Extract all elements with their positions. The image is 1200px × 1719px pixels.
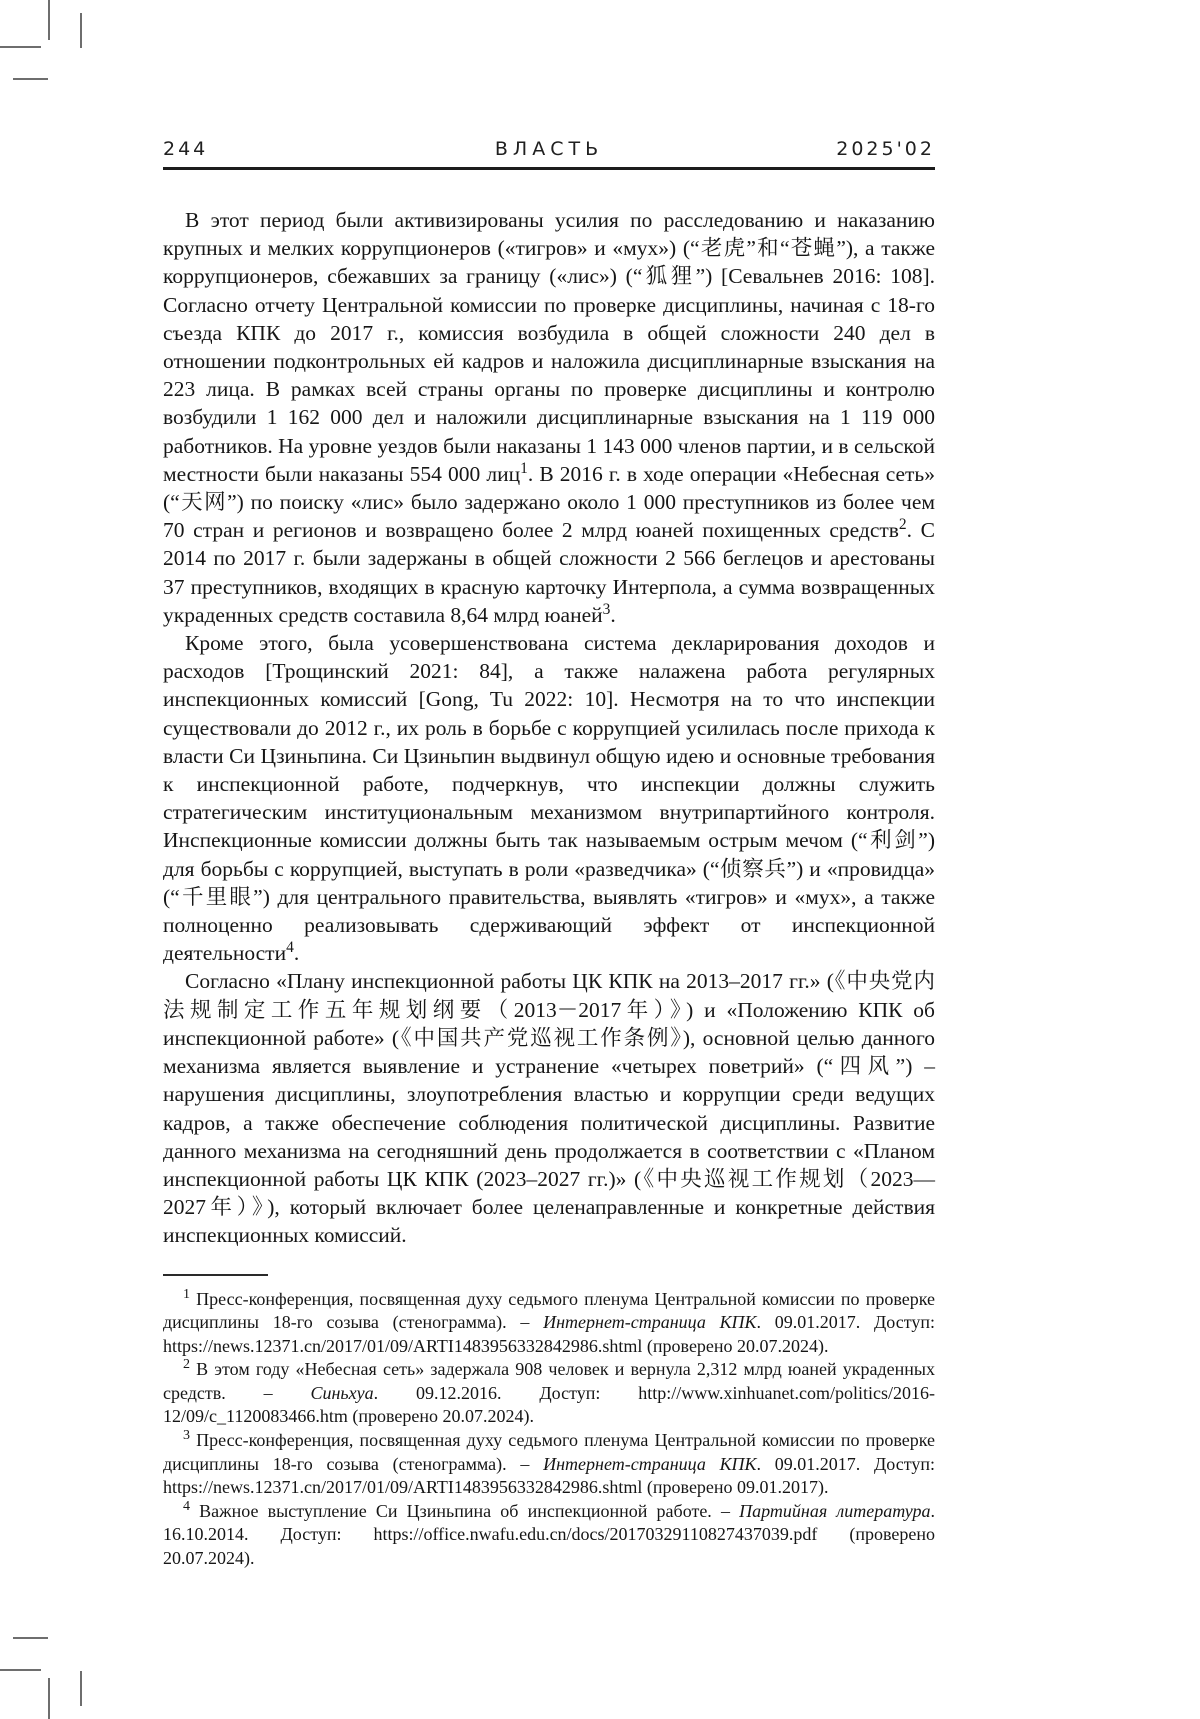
body-paragraph-2 bbox=[163, 629, 935, 967]
paragraph-text: . bbox=[293, 941, 300, 966]
footnote-ref-3: 3 bbox=[602, 600, 611, 618]
paragraph-text: . В 2016 г. в ходе операции «Небесная сеть» (“天网”) по поиску «лис» было задержано около 1 000 преступников из более чем 70 стран и регионов и возвращено более 2 млрд юаней похищенных средств bbox=[163, 461, 935, 543]
crop-mark bbox=[48, 0, 50, 40]
footnote-marker: 2 bbox=[183, 1356, 191, 1373]
footnote-source: Интернет-страница КПК bbox=[543, 1453, 757, 1474]
crop-mark bbox=[80, 13, 82, 48]
footnote-text: . 09.01.2017. Доступ: https://news.12371.cn/2017/01/09/ARTI1483956332842986.shtml (проверено 09.01.2017). bbox=[163, 1453, 935, 1498]
footnote-ref-1: 1 bbox=[520, 459, 528, 477]
crop-mark bbox=[0, 46, 41, 48]
paragraph-text: В этот период были активизированы усилия по расследованию и наказанию крупных и мелких коррупционеров («тигров» и «мух») (“老虎”和“苍蝇”), а также коррупционеров, сбежавших за границу («лис») (“狐狸”) [Севальнев 2016: 108]. Согласно отчету Центральной комиссии по проверке дисциплины, начиная с 18-го съезда КПК до 2017 г., комиссия возбудила в общей сложности 240 дел в отношении подконтрольных ей кадров и наложила дисциплинарные взыскания на 223 лица. В рамках всей страны органы по проверке дисциплины и контролю возбудили 1 162 000 дел и наложили дисциплинарные взыскания на 1 119 000 работников. На уровне уездов были наказаны 1 143 000 членов партии, и в сельской местности были наказаны 554 000 лиц bbox=[163, 208, 935, 486]
footnotes bbox=[163, 1285, 935, 1571]
journal-title: ВЛАСТЬ bbox=[494, 138, 604, 160]
footnote-text: . 09.12.2016. Доступ: http://www.xinhuanet.com/politics/2016-12/09/c_1120083466.htm (проверено 20.07.2024). bbox=[163, 1382, 935, 1427]
footnote-ref-4: 4 bbox=[286, 939, 294, 957]
crop-mark bbox=[48, 1678, 50, 1719]
footnote-text: . 16.10.2014. Доступ: https://office.nwafu.edu.cn/docs/20170329110827437039.pdf (проверено 20.07.2024). bbox=[163, 1500, 935, 1569]
crop-mark bbox=[13, 1637, 48, 1639]
page-number: 244 bbox=[163, 138, 209, 160]
running-head bbox=[163, 138, 935, 170]
footnote-4 bbox=[163, 1497, 935, 1571]
footnote-source: Партийная литература bbox=[739, 1500, 931, 1521]
crop-mark bbox=[13, 78, 48, 80]
paragraph-text: Согласно «Плану инспекционной работы ЦК КПК на 2013–2017 гг.» (《中央党内法规制定工作五年规划纲要（2013－2017年）》) и «Положению КПК об инспекционной работе» (《中国共产党巡视工作条例》), основной целью данного механизма является выявление и устранение «четырех поветрий» (“四风”) – нарушения дисциплины, злоупотребления властью и коррупции среди ведущих кадров, а также обеспечение соблюдения политической дисциплины. Развитие данного механизма на сегодняшний день продолжается в соответствии с «Планом инспекционной работы ЦК КПК (2023–2027 гг.)» (《中央巡视工作规划（2023—2027年）》), который включает более целенаправленные и конкретные действия инспекционных комиссий. bbox=[163, 969, 935, 1248]
footnote-ref-2: 2 bbox=[898, 516, 907, 534]
article-body bbox=[163, 206, 935, 1250]
footnote-text: . 09.01.2017. Доступ: https://news.12371.cn/2017/01/09/ARTI1483956332842986.shtml (проверено 20.07.2024). bbox=[163, 1312, 935, 1356]
footnote-separator bbox=[163, 1274, 268, 1276]
paragraph-text: . С 2014 по 2017 г. были задержаны в общей сложности 2 566 беглецов и арестованы 37 преступников, входящих в красную карточку Интерпола, а сумма возвращенных украденных средств составила 8,64 млрд юаней bbox=[163, 518, 935, 627]
footnote-1 bbox=[163, 1285, 935, 1359]
paragraph-text: . bbox=[610, 602, 616, 627]
footnote-marker: 4 bbox=[183, 1497, 191, 1514]
body-paragraph-3 bbox=[163, 967, 935, 1249]
footnote-2 bbox=[163, 1358, 935, 1429]
footnote-marker: 1 bbox=[183, 1285, 191, 1302]
crop-mark bbox=[80, 1671, 82, 1706]
footnote-text: Пресс-конференция, посвященная духу седьмого пленума Центральной комиссии по проверке дисциплины 18-го созыва (стенограмма). – bbox=[163, 1430, 935, 1474]
footnote-text: В этом году «Небесная сеть» задержала 908 человек и вернула 2,312 млрд юаней украденных средств. – bbox=[163, 1359, 935, 1403]
footnote-text: Пресс-конференция, посвященная духу седьмого пленума Центральной комиссии по проверке дисциплины 18-го созыва (стенограмма). – bbox=[163, 1288, 935, 1333]
footnote-marker: 3 bbox=[183, 1427, 191, 1444]
page-content bbox=[163, 138, 935, 1571]
crop-mark bbox=[0, 1669, 41, 1671]
footnote-3 bbox=[163, 1429, 935, 1500]
body-paragraph-1 bbox=[163, 206, 935, 629]
footnote-source: Синьхуа bbox=[310, 1382, 374, 1403]
issue-number: 2025'02 bbox=[836, 138, 935, 160]
paragraph-text: Кроме этого, была усовершенствована система декларирования доходов и расходов [Трощинский 2021: 84], а также налажена работа регулярных инспекционных комиссий [Gong, Tu 2022: 10]. Несмотря на то что инспекции существовали до 2012 г., их роль в борьбе с коррупцией усилилась после прихода к власти Си Цзиньпина. Си Цзиньпин выдвинул общую идею и основные требования к инспекционной работе, подчеркнув, что инспекции должны служить стратегическим институциональным механизмом внутрипартийного контроля. Инспекционные комиссии должны быть так называемым острым мечом (“利剑”) для борьбы с коррупцией, выступать в роли «разведчика» (“侦察兵”) и «провидца» (“千里眼”) для центрального правительства, выявлять «тигров» и «мух», а также полноценно реализовывать сдерживающий эффект от инспекционной деятельности bbox=[163, 631, 935, 966]
footnote-source: Интернет-страница КПК bbox=[543, 1312, 757, 1333]
footnote-text: Важное выступление Си Цзиньпина об инспекционной работе. – bbox=[190, 1500, 740, 1521]
